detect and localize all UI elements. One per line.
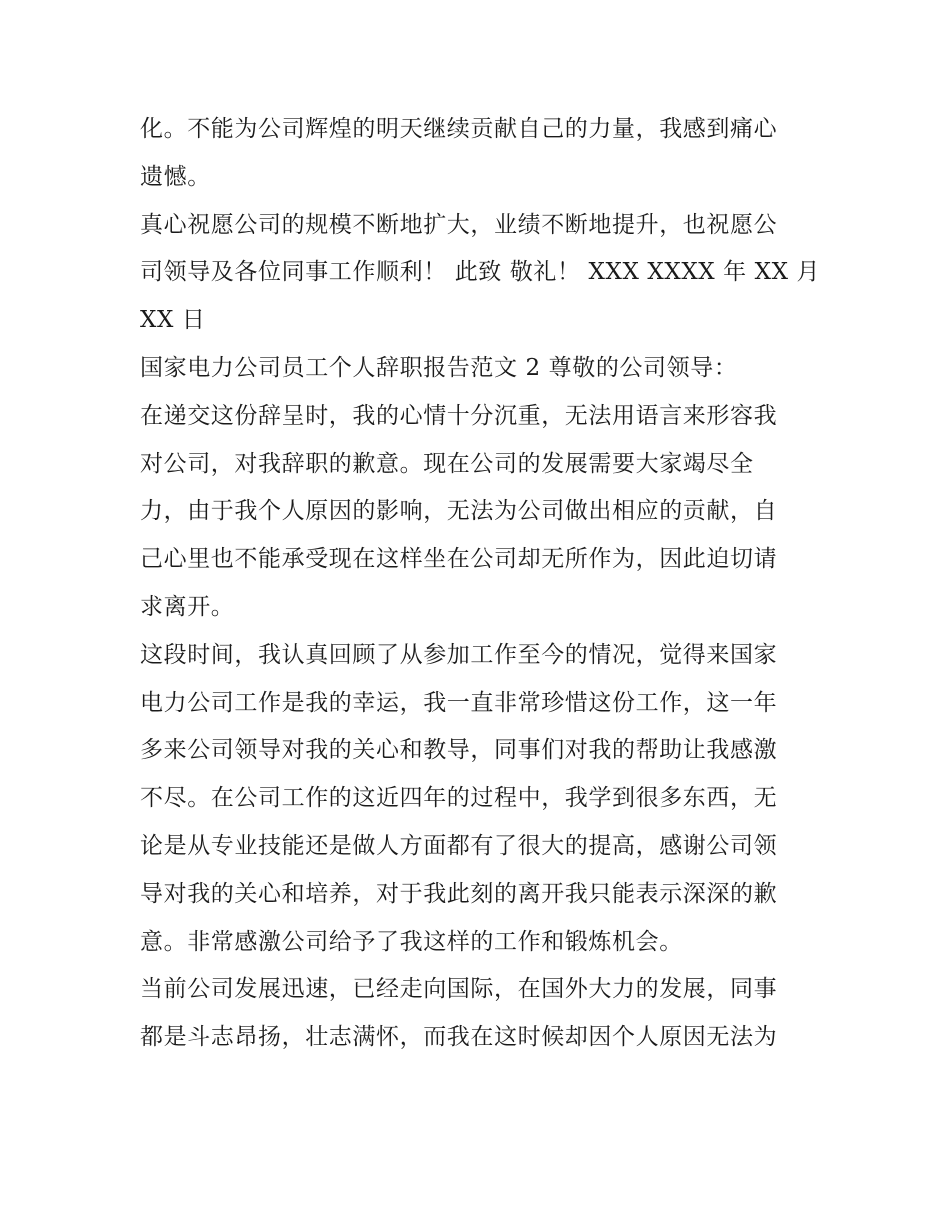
text-line: 导对我的关心和培养，对于我此刻的离开我只能表示深深的歉 [140,880,778,907]
text-line: 司领导及各位同事工作顺利！ 此致 敬礼！ XXX XXXX 年 XX 月 [140,259,821,286]
text-line: 电力公司工作是我的幸运，我一直非常珍惜这份工作，这一年 [140,689,778,716]
text-line: 当前公司发展迅速，已经走向国际，在国外大力的发展，同事 [140,976,778,1003]
section-heading: 国家电力公司员工个人辞职报告范文 2 尊敬的公司领导： [140,354,738,381]
text-line: 这段时间，我认真回顾了从参加工作至今的情况，觉得来国家 [140,641,778,668]
text-line: XX 日 [140,307,206,334]
text-line: 意。非常感激公司给予了我这样的工作和锻炼机会。 [140,928,683,955]
text-line: 己心里也不能承受现在这样坐在公司却无所作为，因此迫切请 [140,546,778,573]
text-line: 不尽。在公司工作的这近四年的过程中，我学到很多东西，无 [140,785,778,812]
text-line: 都是斗志昂扬，壮志满怀，而我在这时候却因个人原因无法为 [140,1024,778,1051]
text-line: 论是从专业技能还是做人方面都有了很大的提高，感谢公司领 [140,832,778,859]
text-line: 在递交这份辞呈时，我的心情十分沉重，无法用语言来形容我 [140,402,778,429]
text-line: 遗憾。 [140,163,211,190]
text-line: 真心祝愿公司的规模不断地扩大，业绩不断地提升，也祝愿公 [140,211,778,238]
text-line: 多来公司领导对我的关心和教导，同事们对我的帮助让我感激 [140,737,778,764]
text-line: 力，由于我个人原因的影响，无法为公司做出相应的贡献，自 [140,498,778,525]
text-line: 求离开。 [140,593,235,620]
text-line: 化。不能为公司辉煌的明天继续贡献自己的力量，我感到痛心 [140,116,778,142]
text-line: 对公司，对我辞职的歉意。现在公司的发展需要大家竭尽全 [140,450,754,477]
document-body [140,106,820,1062]
